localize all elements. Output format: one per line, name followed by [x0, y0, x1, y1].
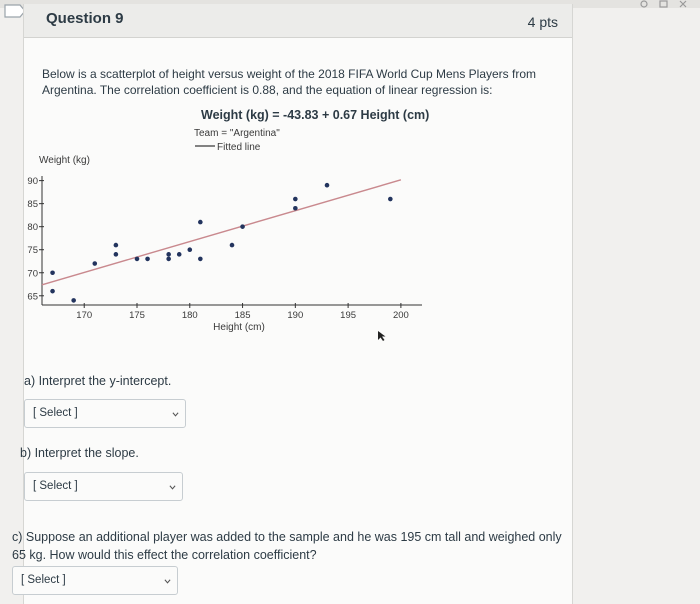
- regression-equation: Weight (kg) = -43.83 + 0.67 Height (cm): [201, 108, 430, 122]
- x-tick-label: 190: [287, 310, 304, 321]
- x-tick-label: 175: [129, 310, 145, 321]
- part-a-select[interactable]: [24, 399, 186, 428]
- data-point: [135, 257, 140, 262]
- question-intro: Below is a scatterplot of height versus weight of the 2018 FIFA World Cup Mens Players from Argentina. The correlation coefficient is 0.88, and the equation of linear regression is:: [42, 67, 537, 97]
- data-point: [114, 252, 119, 257]
- y-tick-label: 85: [27, 199, 38, 211]
- data-point: [114, 243, 119, 248]
- question-points: 4 pts: [527, 14, 558, 30]
- part-c-select-value: [ Select ]: [21, 574, 66, 586]
- data-point: [166, 257, 171, 262]
- y-tick-label: 75: [27, 245, 38, 257]
- y-tick-label: 90: [27, 176, 38, 188]
- data-point: [198, 220, 203, 225]
- data-points: [50, 183, 392, 303]
- x-axis-label: Height (cm): [213, 322, 265, 333]
- part-b-select[interactable]: [24, 472, 183, 501]
- data-point: [240, 224, 245, 229]
- data-point: [293, 206, 298, 211]
- data-point: [187, 247, 192, 252]
- data-point: [198, 257, 203, 262]
- part-a-select-value: [ Select ]: [33, 407, 78, 419]
- x-tick-label: 180: [181, 310, 198, 321]
- data-point: [145, 257, 150, 262]
- chevron-down-icon: [169, 484, 176, 491]
- question-card: [12, 4, 573, 604]
- part-b-select-value: [ Select ]: [33, 480, 78, 492]
- fitted-line: [42, 180, 401, 285]
- data-point: [177, 252, 182, 257]
- question-header: [24, 4, 572, 38]
- y-tick-label: 80: [27, 222, 38, 234]
- window-controls-icon: [636, 0, 696, 12]
- part-c-label: c) Suppose an additional player was added to the sample and he was 195 cm tall and weighed only 65 kg. How would this effect the correlation coefficient?: [12, 530, 562, 562]
- chevron-down-icon: [172, 411, 179, 418]
- part-a-label: a) Interpret the y-intercept.: [24, 374, 172, 388]
- data-point: [50, 289, 55, 294]
- x-tick-label: 195: [340, 310, 357, 321]
- chevron-down-icon: [164, 578, 171, 585]
- part-c-select[interactable]: [12, 566, 178, 595]
- browser-icons: [636, 0, 696, 12]
- legend-title: Team = "Argentina": [194, 128, 280, 139]
- x-tick-label: 200: [392, 310, 409, 321]
- axes: [27, 176, 422, 321]
- x-tick-label: 170: [76, 310, 93, 321]
- data-point: [388, 197, 393, 202]
- y-axis-label: Weight (kg): [39, 155, 90, 166]
- x-tick-label: 185: [234, 310, 251, 321]
- scatter-chart: [24, 124, 454, 344]
- data-point: [325, 183, 330, 188]
- fitted-line-layer: [42, 180, 401, 285]
- y-tick-label: 70: [27, 268, 38, 280]
- mouse-cursor-icon: [377, 330, 387, 342]
- data-point: [293, 197, 298, 202]
- data-point: [50, 270, 55, 275]
- data-point: [71, 298, 76, 303]
- y-tick-label: 65: [27, 291, 38, 303]
- data-point: [92, 261, 97, 266]
- part-b-label: b) Interpret the slope.: [20, 446, 139, 460]
- data-point: [166, 252, 171, 257]
- legend-line-label: Fitted line: [217, 142, 261, 153]
- data-point: [230, 243, 235, 248]
- question-title: Question 9: [46, 10, 124, 27]
